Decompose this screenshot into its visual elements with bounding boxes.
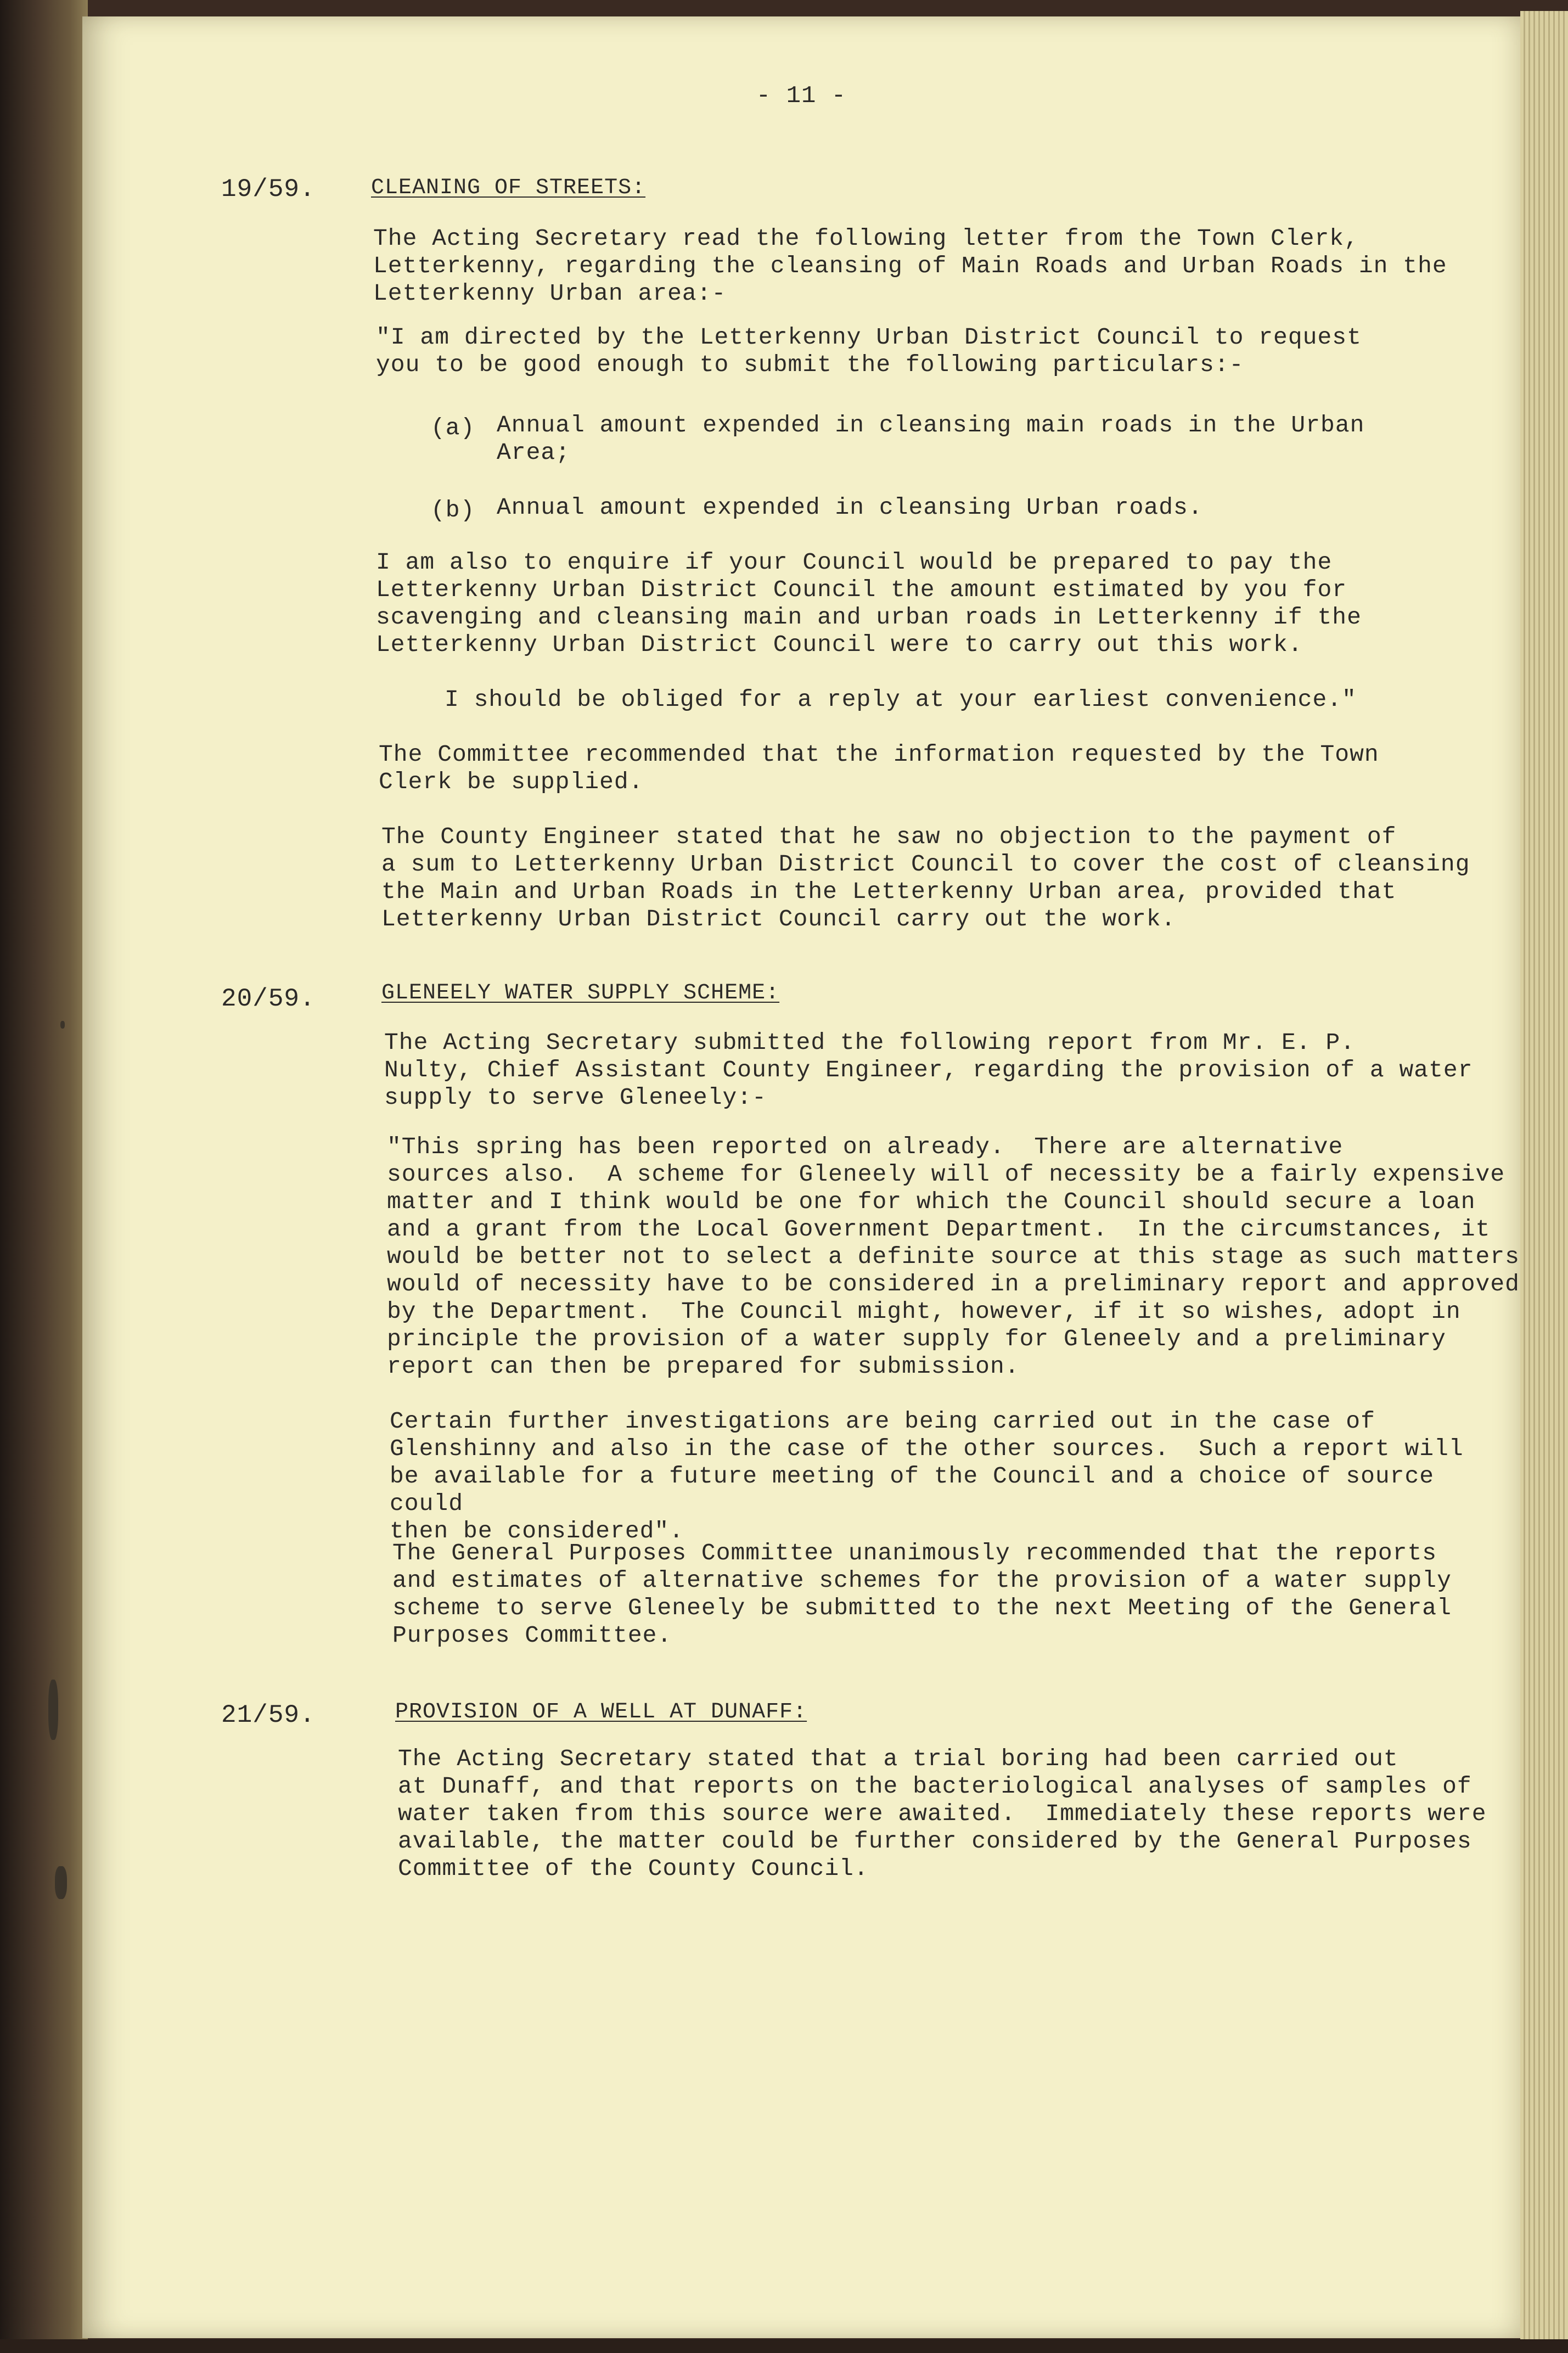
section-heading: PROVISION OF A WELL AT DUNAFF: [395,1700,807,1725]
paragraph: The County Engineer stated that he saw no objection to the payment of a sum to Letterkenny Urban District Council to cover the cost of cleansing the Main and Urban Roads in the Letterkenny Urban area, provided that Letterkenny Urban District Council carry out the work. [381,823,1470,933]
ink-stain [55,1866,67,1899]
section-heading: CLEANING OF STREETS: [371,176,646,200]
page-content [82,16,1520,2338]
paragraph: The General Purposes Committee unanimously recommended that the reports and estimates of alternative schemes for the provision of a water supply scheme to serve Gleneely be submitted to the next Meeting of the General Purposes Committee. [392,1540,1452,1649]
quote-paragraph: "I am directed by the Letterkenny Urban District Council to request you to be good enough to submit the following particulars:- [376,324,1362,378]
list-label: (a) [431,414,475,441]
document-page [82,16,1520,2338]
minute-number: 20/59. [221,985,316,1013]
quote-paragraph: I am also to enquire if your Council would be prepared to pay the Letterkenny Urban District Council the amount estimated by you for scavenging and cleansing main and urban roads in Letterkenny if the Letterkenny Urban District Council were to carry out this work. [376,549,1362,658]
quote-paragraph: "This spring has been reported on already. There are alternative sources also. A scheme for Gleneely will of necessity be a fairly expensive matter and I think would be one for which the Council should secure a loan and a grant from the Local Government Department. In the circumstances, it would be better not to select a definite source at this stage as such matters would of necessity have to be considered in a preliminary report and approved by the Department. The Council might, however, if it so wishes, adopt in principle the provision of a water supply for Gleneely and a preliminary report can then be prepared for submission. [387,1133,1520,1380]
minute-number: 19/59. [221,175,316,204]
paragraph: The Acting Secretary read the following letter from the Town Clerk, Letterkenny, regarding the cleansing of Main Roads and Urban Roads in the Letterkenny Urban area:- [373,225,1447,307]
list-label: (b) [431,497,475,524]
ink-stain [60,1021,65,1029]
list-item-text: Annual amount expended in cleansing Urban roads. [497,494,1203,521]
paragraph: The Committee recommended that the information requested by the Town Clerk be supplied. [379,741,1379,795]
bottom-shadow [0,2339,1568,2353]
minute-number: 21/59. [221,1701,316,1729]
quote-paragraph: I should be obliged for a reply at your earliest convenience." [445,686,1357,713]
page-edges [1520,11,1568,2344]
ink-stain [48,1680,58,1740]
list-item-text: Annual amount expended in cleansing main roads in the Urban Area; [497,412,1365,466]
paragraph: The Acting Secretary submitted the following report from Mr. E. P. Nulty, Chief Assistant County Engineer, regarding the provision of a water supply to serve Gleneely:- [384,1029,1473,1111]
quote-paragraph: Certain further investigations are being carried out in the case of Glenshinny and also in the case of the other sources. Such a report will be available for a future meeting of the Council and a choice of source could then be considered". [390,1408,1464,1545]
paragraph: The Acting Secretary stated that a trial boring had been carried out at Dunaff, and that reports on the bacteriological analyses of samples of water taken from this source were awaited. Immediately these reports were available, the matter could be further considered by the General Purposes Committee of the County Council. [398,1745,1487,1882]
section-heading: GLENEELY WATER SUPPLY SCHEME: [381,981,780,1006]
book-binding [0,0,88,2353]
page-number: - 11 - [756,82,847,110]
